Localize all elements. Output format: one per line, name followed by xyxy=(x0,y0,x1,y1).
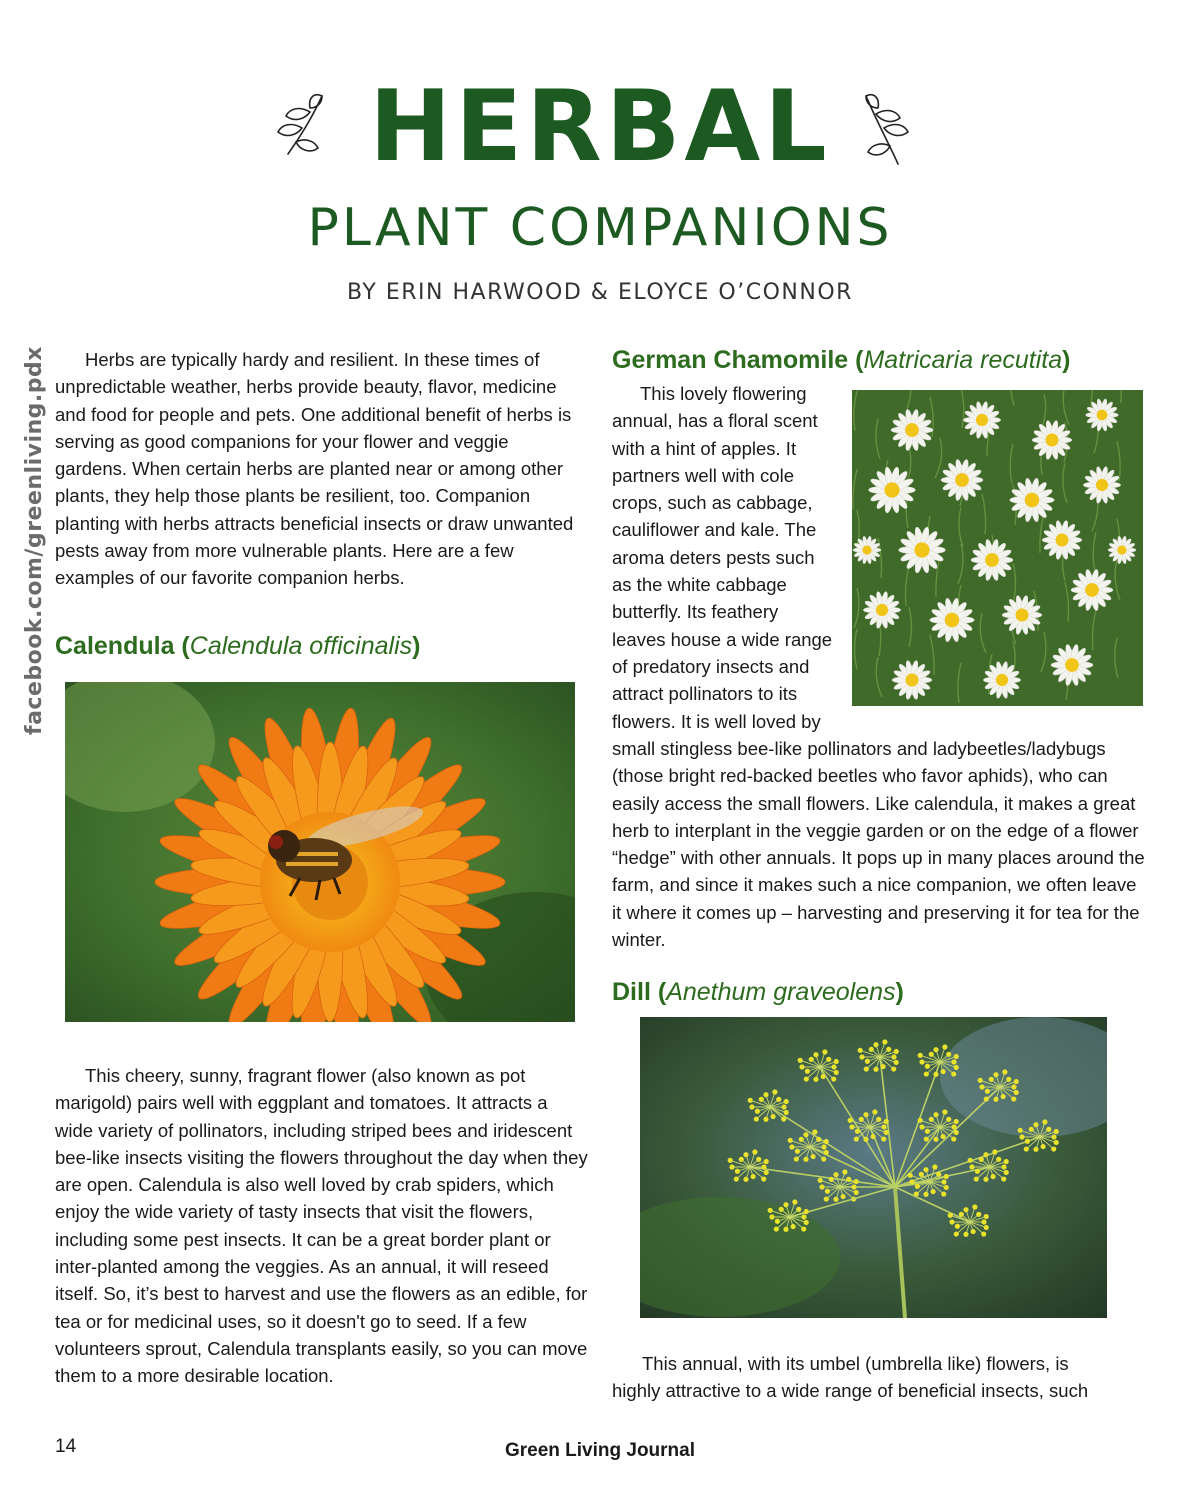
chamomile-line: crops, such as cabbage, xyxy=(612,492,813,514)
calendula-paragraph: This cheery, sunny, fragrant flower (also known as pot marigold) pairs well with eggplant and tomatoes. It attracts a wide variety of pollinators, including striped bees and iridescent bee-like insects visiting the flowers throughout the day when they are open. Calendula is also well loved by crab spiders, which enjoy the wide variety of tasty insects that visit the flowers, including some pest insects. It can be a great border plant or inter-planted among the veggies. As an annual, it will reseed itself. So, it’s best to harvest and use the flowers as an edible, for tea or for medicinal uses, so it doesn't go to seed. If a few volunteers sprout, Calendula transplants easily, so you can move them to a more desirable location. xyxy=(55,1065,588,1387)
intro-paragraph: Herbs are typically hardy and resilient. In these times of unpredictable weather, herbs provide beauty, flavor, medicine and food for people and pets. One additional benefit of herbs is serving as good companions for your flower and veggie gardens. When certain herbs are planted near or among other plants, they help those plants be resilient, too. Companion planting with herbs attracts beneficial insects or draw unwanted pests away from more vulnerable plants. Here are a few examples of our favorite companion herbs. xyxy=(55,349,574,589)
chamomile-line: annual, has a floral scent xyxy=(612,410,818,432)
chamomile-heading: German Chamomile (Matricaria recutita) xyxy=(612,346,1071,374)
dill-photo xyxy=(640,1017,1107,1318)
chamomile-line: as the white cabbage xyxy=(612,574,787,596)
right-leaf-sprig-icon xyxy=(848,84,918,170)
calendula-heading: Calendula (Calendula officinalis) xyxy=(55,632,421,660)
calendula-latin: Calendula officinalis xyxy=(189,632,413,660)
page-number: 14 xyxy=(55,1436,77,1457)
journal-title: Green Living Journal xyxy=(504,1440,696,1461)
chamomile-line: cauliflower and kale. The xyxy=(612,519,817,541)
chamomile-paragraph-wide: small stingless bee-like pollinators and ladybeetles/ladybugs (those bright red-backed beetles who favor aphids), who can easily access the small flowers. Like calendula, it makes a great herb to interplant in the veggie garden or on the edge of a flower “hedge” with other annuals. It pops up in many places around the farm, and since it makes such a nice companion, we often leave it where it comes up – harvesting and preserving it for tea for the winter. xyxy=(612,738,1145,951)
calendula-name: Calendula xyxy=(55,632,175,660)
byline: BY ERIN HARWOOD & ELOYCE O’CONNOR xyxy=(347,280,853,305)
page-subtitle: PLANT COMPANIONS xyxy=(307,198,893,258)
chamomile-line: of predatory insects and xyxy=(612,655,810,677)
chamomile-line: with a hint of apples. It xyxy=(612,437,797,459)
chamomile-line: leaves house a wide range xyxy=(612,628,833,650)
dill-paragraph: This annual, with its umbel (umbrella like) flowers, is highly attractive to a wide range of beneficial insects, such xyxy=(612,1353,1089,1402)
dill-latin: Anethum graveolens xyxy=(666,978,896,1006)
chamomile-line: attract pollinators to its xyxy=(612,683,798,705)
chamomile-line: partners well with cole xyxy=(612,464,794,486)
page-title: HERBAL xyxy=(369,70,831,184)
chamomile-line: This lovely flowering xyxy=(640,383,807,404)
dill-heading: Dill (Anethum graveolens) xyxy=(612,978,904,1006)
chamomile-line: butterfly. Its feathery xyxy=(612,601,779,623)
calendula-photo xyxy=(65,682,575,1022)
chamomile-line: aroma deters pests such xyxy=(612,546,815,568)
sidebar-text: facebook.com/greenliving.pdx xyxy=(22,346,47,735)
chamomile-line: flowers. It is well loved by xyxy=(612,710,821,732)
chamomile-latin: Matricaria recutita xyxy=(863,346,1063,374)
dill-name: Dill xyxy=(612,978,651,1006)
chamomile-photo xyxy=(852,390,1143,706)
chamomile-name: German Chamomile xyxy=(612,346,849,374)
chamomile-paragraph-narrow xyxy=(612,380,852,735)
left-leaf-sprig-icon xyxy=(270,82,340,162)
